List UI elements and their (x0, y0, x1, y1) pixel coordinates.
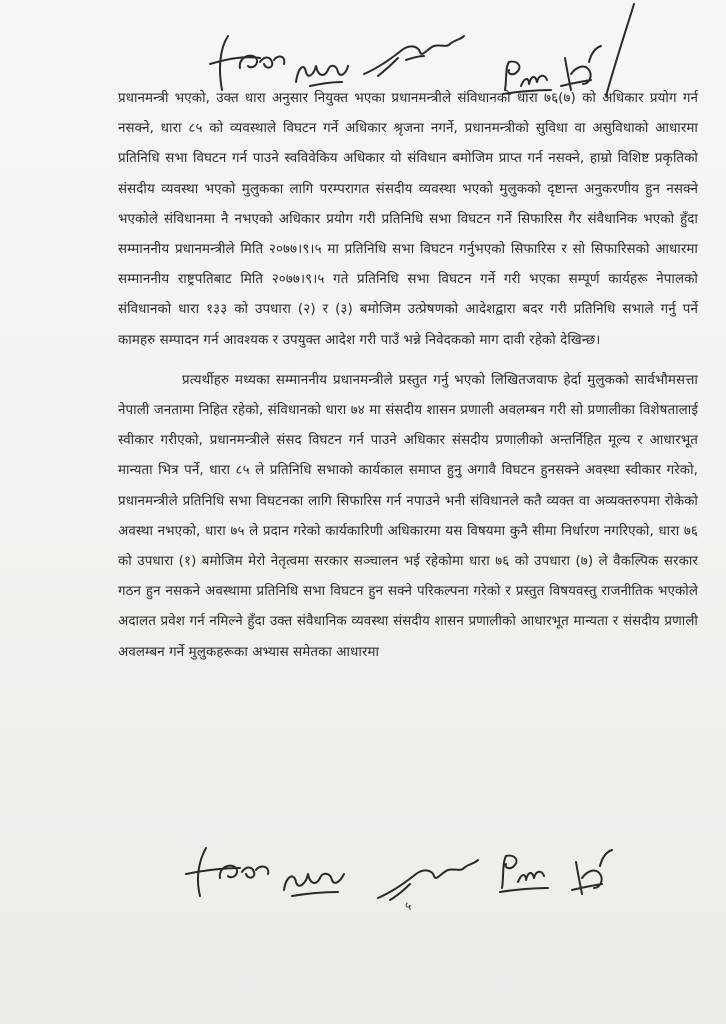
signature-3-top (358, 28, 468, 80)
document-body (118, 84, 698, 668)
signature-4-bottom (492, 850, 552, 894)
signature-2-bottom (278, 860, 348, 900)
page-number: ५ (405, 899, 412, 913)
signature-3-bottom (372, 854, 482, 904)
signature-5-bottom (566, 846, 616, 902)
signature-1-bottom (180, 840, 280, 900)
paragraph-2: प्रत्यर्थीहरु मध्यका सम्माननीय प्रधानमन्त्रीले प्रस्तुत गर्नु भएको लिखितजवाफ हेर्दा मुलुकको सार्वभौमसत्ता नेपाली जनतामा निहित रहेको, संविधानको धारा ७४ मा संसदीय शासन प्रणाली अवलम्बन गरी सो प्रणालीका विशेषतालाई स्वीकार गरीएको, प्रधानमन्त्रीले संसद विघटन गर्न पाउने अधिकार संसदीय प्रणालीको अन्तर्निहित मूल्य र आधारभूत मान्यता भित्र पर्ने, धारा ८५ ले प्रतिनिधि सभाको कार्यकाल समाप्त हुनु अगावै विघटन हुनसक्ने अवस्था स्वीकार गरेको, प्रधानमन्त्रीले प्रतिनिधि सभा विघटनका लागि सिफारिस गर्न नपाउने भनी संविधानले कतै व्यक्त वा अव्यक्तरुपमा रोकेको अवस्था नभएको, धारा ७५ ले प्रदान गरेको कार्यकारिणी अधिकारमा यस विषयमा कुनै सीमा निर्धारण नगरिएको, धारा ७६ को उपधारा (१) बमोजिम मेरो नेतृत्वमा सरकार सञ्चालन भई रहेकोमा धारा ७६ को उपधारा (७) ले वैकल्पिक सरकार गठन हुन नसकने अवस्थामा प्रतिनिधि सभा विघटन हुन सक्ने परिकल्पना गरेको र प्रस्तुत विषयवस्तु राजनीतिक भएकोले अदालत प्रवेश गर्न नमिल्ने हुँदा उक्त संवैधानिक व्यवस्था संसदीय शासन प्रणालीको आधारभूत मान्यता र संसदीय प्रणाली अवलम्बन गर्ने मुलुकहरूका अभ्यास समेतका आधारमा (118, 372, 698, 660)
paragraph-1: प्रधानमन्त्री भएको, उक्त धारा अनुसार नियुक्त भएका प्रधानमन्त्रीले संविधानको धारा ७६(७) को अधिकार प्रयोग गर्न नसक्ने, धारा ८५ को व्यवस्थाले विघटन गर्ने अधिकार श्रृजना नगर्ने, प्रधानमन्त्रीको सुविधा वा असुविधाको आधारमा प्रतिनिधि सभा विघटन गर्न पाउने स्वविवेकिय अधिकार यो संविधान बमोजिम प्राप्त गर्न नसक्ने, हाम्रो विशिष्ट प्रकृतिको संसदीय व्यवस्था भएको मुलुकका लागि परम्परागत संसदीय व्यवस्था भएको मुलुकको दृष्टान्त अनुकरणीय हुन नसक्ने भएकोले संविधानमा नै नभएको अधिकार प्रयोग गरी प्रतिनिधि सभा विघटन गर्ने सिफारिस गैर संवैधानिक भएको हुँदा सम्माननीय प्रधानमन्त्रीले मिति २०७७।९।५ मा प्रतिनिधि सभा विघटन गर्नुभएको सिफारिस र सो सिफारिसको आधारमा सम्माननीय राष्ट्रपतिबाट मिति २०७७।९।५ गते प्रतिनिधि सभा विघटन गर्ने गरी भएका सम्पूर्ण कार्यहरू नेपालको संविधानको धारा १३३ को उपधारा (२) र (३) बमोजिम उत्प्रेषणको आदेशद्वारा बदर गरी प्रतिनिधि सभाले गर्नु पर्ने कामहरु सम्पादन गर्न आवश्यक र उपयुक्त आदेश गरी पाउँ भन्ने निवेदकको माग दावी रहेको देखिन्छ। (118, 91, 698, 348)
